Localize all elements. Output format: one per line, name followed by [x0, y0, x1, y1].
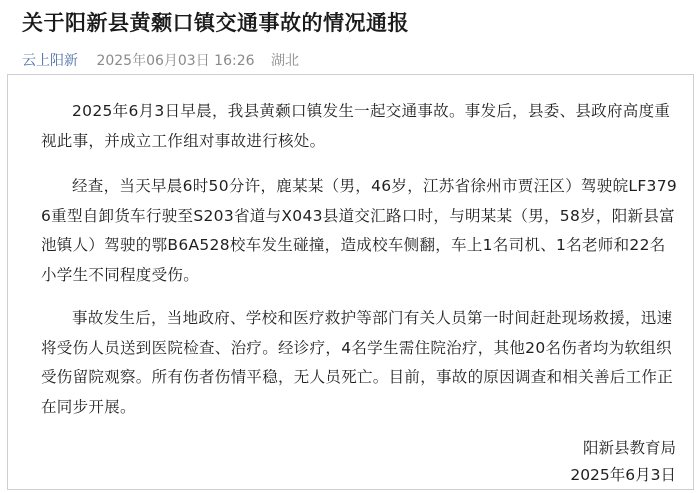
publish-region: 湖北 — [270, 53, 299, 69]
body-paragraph-2: 经查，当天早晨6时50分许，鹿某某（男，46岁，江苏省徐州市贾汪区）驾驶皖LF3796重型自卸货车行驶至S203省道与X043县道交汇路口时，与明某某（男，58岁，阳新县富池镇人）驾驶的鄂B6A528校车发生碰撞，造成校车侧翻，车上1名司机、1名老师和22名小学生不同程度受伤。 — [41, 177, 678, 284]
article-meta — [22, 50, 299, 70]
body-paragraph-3: 事故发生后，当地政府、学校和医疗救护等部门有关人员第一时间赶赴现场救援，迅速将受伤人员送到医院检查、治疗。经诊疗，4名学生需住院治疗，其他20名伤者均为软组织受伤留院观察。所有伤者伤情平稳，无人员死亡。目前，事故的原因调查和相关善后工作正在同步开展。 — [41, 309, 674, 416]
publish-datetime: 2025年06月03日 16:26 — [96, 53, 255, 69]
article-title: 关于阳新县黄颡口镇交通事故的情况通报 — [22, 11, 409, 35]
article-body-box — [7, 74, 694, 490]
signature-date: 2025年6月3日 — [570, 466, 676, 484]
source-link[interactable]: 云上阳新 — [22, 53, 78, 69]
body-paragraph-1: 2025年6月3日早晨，我县黄颡口镇发生一起交通事故。事发后，县委、县政府高度重视此事，并成立工作组对事故进行核处。 — [41, 102, 671, 150]
signature-organization: 阳新县教育局 — [582, 439, 676, 457]
